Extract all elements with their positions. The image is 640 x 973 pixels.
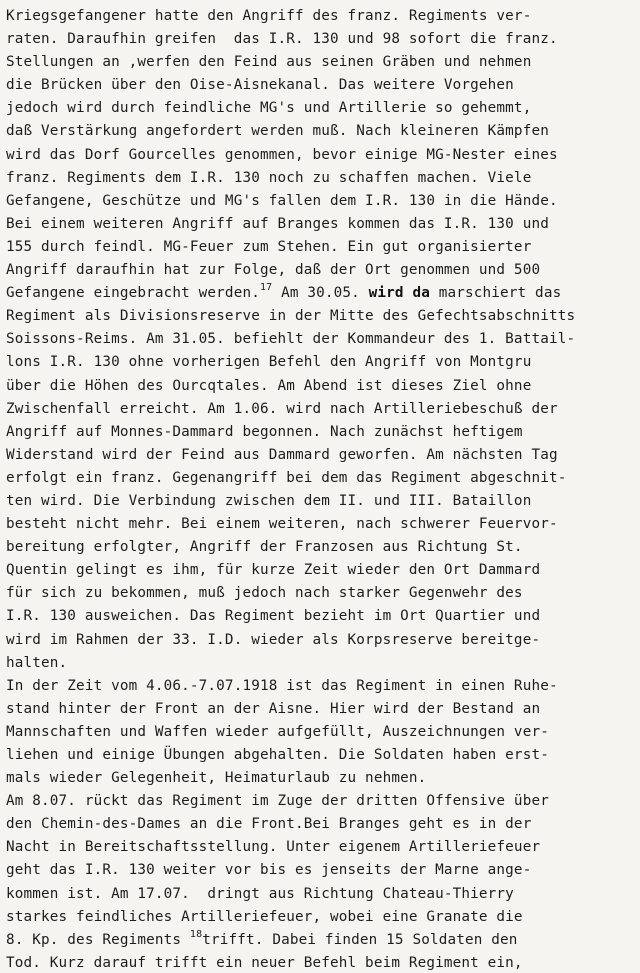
text-line: starkes feindliches Artilleriefeuer, wobei eine Granate die xyxy=(6,908,523,925)
text-line: besteht nicht mehr. Bei einem weiteren, nach schwerer Feuervor- xyxy=(6,516,558,533)
line-text: marschiert das xyxy=(429,285,562,302)
footnote-marker: 18 xyxy=(189,928,203,940)
text-line: Regiment als Divisionsreserve in der Mitte des Gefechtsabschnitts xyxy=(6,308,576,325)
line-text: trifft. Dabei finden 15 Soldaten den xyxy=(202,931,518,948)
text-line: geht das I.R. 130 weiter vor bis es jenseits der Marne ange- xyxy=(6,862,532,879)
text-line: die Brücken über den Oise-Aisnekanal. Das weitere Vorgehen xyxy=(6,77,514,94)
text-line-with-footnote xyxy=(6,929,640,952)
struck-out-text: wird da xyxy=(368,285,430,302)
text-line: Angriff daraufhin hat zur Folge, daß der Ort genommen und 500 xyxy=(6,262,541,279)
text-line: Bei einem weiteren Angriff auf Branges kommen das I.R. 130 und xyxy=(6,215,549,232)
text-line: erfolgt ein franz. Gegenangriff bei dem das Regiment abgeschnit- xyxy=(6,469,567,486)
text-line: über die Höhen des Ourcqtales. Am Abend ist dieses Ziel ohne xyxy=(6,377,532,394)
text-line: ten wird. Die Verbindung zwischen dem II. und III. Bataillon xyxy=(6,492,532,509)
line-text: Am 30.05. xyxy=(272,285,369,302)
text-line: stand hinter der Front an der Aisne. Hier wird der Bestand an xyxy=(6,700,541,717)
text-line: den Chemin-des-Dames an die Front.Bei Branges geht es in der xyxy=(6,816,532,833)
text-line: Stellungen an ,werfen den Feind aus seinen Gräben und nehmen xyxy=(6,54,532,71)
footnote-marker: 17 xyxy=(259,282,273,294)
text-line: I.R. 130 ausweichen. Das Regiment bezieht im Ort Quartier und xyxy=(6,608,541,625)
typed-text-block xyxy=(6,5,640,973)
text-line: kommen ist. Am 17.07. dringt aus Richtung Chateau-Thierry xyxy=(6,885,514,902)
text-line: franz. Regiments dem I.R. 130 noch zu schaffen machen. Viele xyxy=(6,169,532,186)
text-line: Zwischenfall erreicht. Am 1.06. wird nach Artilleriebeschuß der xyxy=(6,400,558,417)
text-line: 155 durch feindl. MG-Feuer zum Stehen. Ein gut organisierter xyxy=(6,238,532,255)
text-line: für sich zu bekommen, muß jedoch nach starker Gegenwehr des xyxy=(6,585,523,602)
text-line: wird im Rahmen der 33. I.D. wieder als Korpsreserve bereitge- xyxy=(6,631,541,648)
line-text: 8. Kp. des Regiments xyxy=(6,931,190,948)
text-line-with-footnote xyxy=(6,282,640,305)
text-line: daß Verstärkung angefordert werden muß. Nach kleineren Kämpfen xyxy=(6,123,549,140)
text-line: Kriegsgefangener hatte den Angriff des franz. Regiments ver- xyxy=(6,8,532,24)
text-line: liehen und einige Übungen abgehalten. Die Soldaten haben erst- xyxy=(6,747,549,763)
line-text: Gefangene eingebracht werden. xyxy=(6,285,260,302)
text-line: Tod. Kurz darauf trifft ein neuer Befehl beim Regiment ein, xyxy=(6,954,523,971)
text-line: Quentin gelingt es ihm, für kurze Zeit wieder den Ort Dammard xyxy=(6,562,541,579)
text-line: In der Zeit vom 4.06.-7.07.1918 ist das Regiment in einen Ruhe- xyxy=(6,677,558,694)
text-line: Mannschaften und Waffen wieder aufgefüllt, Auszeichnungen ver- xyxy=(6,723,549,740)
text-line: halten. xyxy=(6,654,68,671)
text-line: Am 8.07. rückt das Regiment im Zuge der dritten Offensive über xyxy=(6,793,549,810)
text-line: Gefangene, Geschütze und MG's fallen dem I.R. 130 in die Hände. xyxy=(6,192,558,209)
text-line: Soissons-Reims. Am 31.05. befiehlt der Kommandeur des 1. Battail- xyxy=(6,331,576,348)
text-line: mals wieder Gelegenheit, Heimaturlaub zu nehmen. xyxy=(6,770,427,787)
text-line: jedoch wird durch feindliche MG's und Artillerie so gehemmt, xyxy=(6,100,532,117)
text-line: wird das Dorf Gourcelles genommen, bevor einige MG-Nester eines xyxy=(6,146,558,163)
text-line: lons I.R. 130 ohne vorherigen Befehl den Angriff von Montgru xyxy=(6,354,532,371)
text-line: raten. Daraufhin greifen das I.R. 130 und 98 sofort die franz. xyxy=(6,31,558,48)
text-line: Nacht in Bereitschaftsstellung. Unter eigenem Artilleriefeuer xyxy=(6,839,541,856)
text-line: Widerstand wird der Feind aus Dammard geworfen. Am nächsten Tag xyxy=(6,446,558,463)
text-line: Angriff auf Monnes-Dammard begonnen. Nach zunächst heftigem xyxy=(6,423,523,440)
text-line: bereitung erfolgter, Angriff der Franzosen aus Richtung St. xyxy=(6,539,523,556)
